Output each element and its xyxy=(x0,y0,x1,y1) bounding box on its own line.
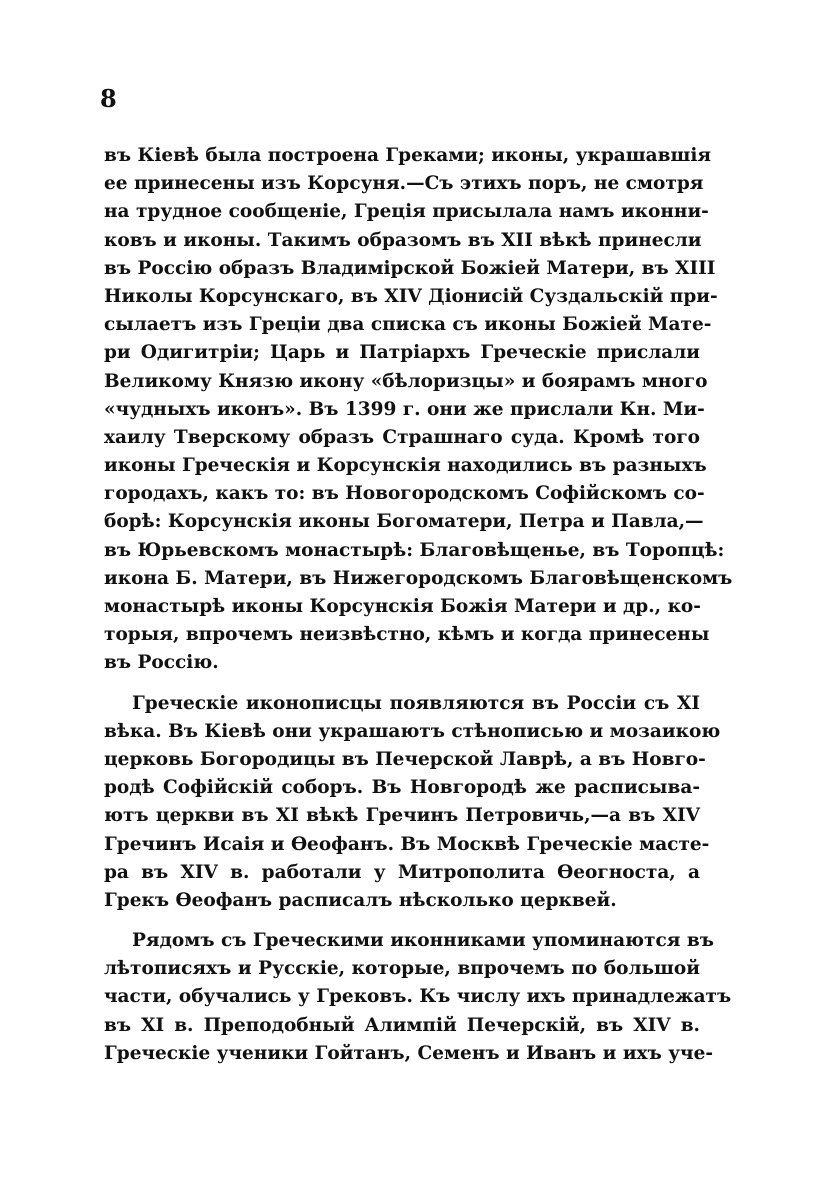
body-text xyxy=(104,142,733,1068)
text-line: въ Россію образъ Владимірской Божіей Матери, въ XIII xyxy=(104,257,716,279)
paragraph xyxy=(104,927,732,1068)
text-line: въ Юрьевскомъ монастырѣ: Благовѣщенье, въ Торопцѣ: xyxy=(104,539,725,561)
text-line: Грекъ Ѳеофанъ расписалъ нѣсколько церквей. xyxy=(104,889,617,911)
text-line: Николы Корсунскаго, въ XIV Діонисій Суздальскій при- xyxy=(104,285,718,307)
text-line: Рядомъ съ Греческими иконниками упоминаются въ xyxy=(132,930,714,952)
text-line: церковь Богородицы въ Печерской Лаврѣ, а въ Новго- xyxy=(104,748,706,770)
page-number: 8 xyxy=(100,84,117,113)
text-line: въ XI в. Преподобный Алимпій Печерскій, въ XIV в. xyxy=(104,1014,700,1036)
text-line: лѣтописяхъ и Русскіе, которые, впрочемъ по большой xyxy=(104,958,700,980)
text-line: Греческіе ученики Гойтанъ, Семенъ и Иванъ и ихъ уче- xyxy=(104,1042,714,1064)
text-line: городахъ, какъ то: въ Новогородскомъ Софійскомъ со- xyxy=(104,483,705,505)
text-line: вѣка. Въ Кіевѣ они украшаютъ стѣнописью и мозаикою xyxy=(104,720,721,742)
paragraph xyxy=(104,142,733,678)
text-line: ра въ XIV в. работали у Митрополита Ѳеогноста, а xyxy=(104,861,700,883)
text-line: ковъ и иконы. Такимъ образомъ въ XII вѣкѣ принесли xyxy=(104,229,702,251)
text-line: иконы Греческія и Корсунскія находились въ разныхъ xyxy=(104,455,707,477)
text-line: борѣ: Корсунскія иконы Богоматери, Петра и Павла,— xyxy=(104,511,704,533)
text-line: ютъ церкви въ XI вѣкѣ Гречинъ Петровичь,—а въ XIV xyxy=(104,805,700,827)
text-line: въ Россію. xyxy=(104,652,219,674)
text-line: Гречинъ Исаія и Ѳеофанъ. Въ Москвѣ Греческіе мастe- xyxy=(104,833,710,855)
text-line: торыя, впрочемъ неизвѣстно, кѣмъ и когда принесены xyxy=(104,624,710,646)
text-line: «чудныхъ иконъ». Въ 1399 г. они же прислали Кн. Ми- xyxy=(104,398,705,420)
text-line: монастырѣ иконы Корсунскія Божія Матери и др., ко- xyxy=(104,596,701,617)
text-line: на трудное сообщеніе, Греція присылала намъ иконни- xyxy=(104,201,709,223)
text-line: части, обучались у Грековъ. Къ числу ихъ принадлежатъ xyxy=(104,986,732,1008)
text-line: въ Кіевѣ была построена Греками; иконы, украшавшія xyxy=(104,145,712,166)
paragraph xyxy=(104,690,721,916)
text-line: ее принесены изъ Корсуня.—Съ этихъ поръ, не смотря xyxy=(104,173,704,195)
text-line: Греческіе иконописцы появляются въ Россіи съ XI xyxy=(132,692,700,714)
text-line: ри Одигитріи; Царь и Патріархъ Греческіе прислали xyxy=(104,342,700,364)
text-line: хаилу Тверскому образъ Страшнаго суда. Кромѣ того xyxy=(104,426,700,448)
text-line: сылаетъ изъ Греціи два списка съ иконы Божіей Мате- xyxy=(104,314,712,336)
text-line: родѣ Софійскій соборъ. Въ Новгородѣ же расписыва- xyxy=(104,777,700,799)
text-line: икона Б. Матери, въ Нижегородскомъ Благовѣщенскомъ xyxy=(104,567,733,589)
text-line: Великому Князю икону «бѣлоризцы» и боярамъ много xyxy=(104,370,708,392)
